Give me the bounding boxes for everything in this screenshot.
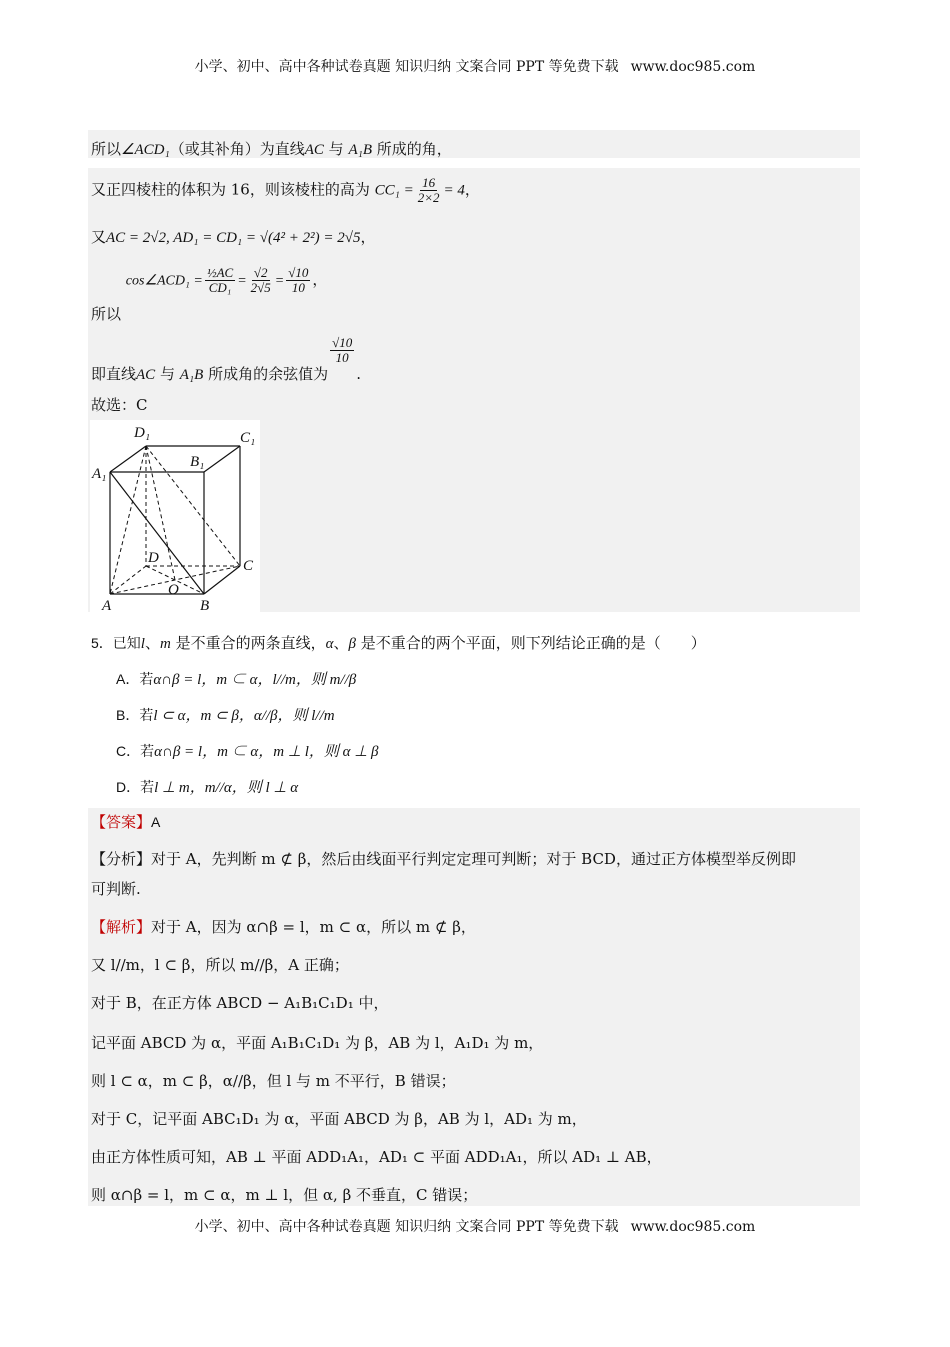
solution-line-1: 【解析】对于 A，因为 α∩β = l，m ⊂ α，所以 m ⊄ β，	[91, 918, 476, 936]
label-a: A	[102, 598, 112, 612]
page-footer	[0, 1216, 950, 1236]
analysis-line-2: 可判断.	[91, 880, 141, 898]
label-b: B	[200, 598, 210, 612]
option-c[interactable]: C．若α∩β = l，m ⊂ α，m ⊥ l，则 α ⊥ β	[116, 743, 379, 760]
solution-line-2: 又 l//m，l ⊂ β，所以 m//β，A 正确；	[91, 956, 349, 974]
solution-line-8: 则 α∩β = l，m ⊂ α，m ⊥ l，但 α, β 不垂直，C 错误；	[91, 1186, 478, 1204]
header-text: 小学、初中、高中各种试卷真题 知识归纳 文案合同 PPT 等免费下载	[194, 59, 619, 75]
question-5-stem: 5．已知l、m 是不重合的两条直线，α、β 是不重合的两个平面，则下列结论正确的是（ ）	[91, 634, 706, 652]
prism-figure	[90, 420, 260, 612]
answer-tag: 【答案】	[91, 813, 152, 831]
solution-line-conclusion: 即直线AC 与 A₁B 所成角的余弦值为 $\frac{√10}{10}$ .	[91, 335, 362, 383]
label-o: O	[168, 582, 179, 598]
label-d1: D₁	[134, 425, 151, 441]
label-c1: C₁	[240, 430, 256, 446]
analysis-tag: 【分析】	[91, 850, 152, 868]
footer-text: 小学、初中、高中各种试卷真题 知识归纳 文案合同 PPT 等免费下载	[194, 1219, 619, 1235]
page-header	[0, 56, 950, 76]
solution-choice: 故选：C	[91, 396, 148, 414]
solution-line-4: 记平面 ABCD 为 α，平面 A₁B₁C₁D₁ 为 β，AB 为 l，A₁D₁ 为 m，	[91, 1034, 544, 1052]
label-a1: A₁	[92, 466, 107, 482]
solution-line-6: 对于 C，记平面 ABC₁D₁ 为 α，平面 ABCD 为 β，AB 为 l，AD₁ 为 m，	[91, 1110, 587, 1128]
option-d[interactable]: D．若l ⊥ m，m//α，则 l ⊥ α	[116, 779, 299, 796]
answer-value: A	[151, 814, 161, 830]
label-b1: B₁	[190, 454, 205, 470]
solution-line-angle: 所以∠ACD₁（或其补角）为直线AC 与 A₁B 所成的角，	[91, 140, 452, 158]
solution-line-5: 则 l ⊂ α，m ⊂ β，α//β，但 l 与 m 不平行，B 错误；	[91, 1072, 456, 1090]
solution-line-cosine: 所以 cos∠ACD₁ = $\frac{\text{½AC}}{\text{CD₁}}$ = $\frac{√2}{2√5}$ = $\frac{√10}{10}$ ，	[91, 265, 328, 323]
label-c: C	[243, 558, 254, 574]
option-b[interactable]: B．若l ⊂ α，m ⊂ β，α//β，则 l//m	[116, 707, 335, 724]
option-a[interactable]: A．若α∩β = l，m ⊂ α，l//m，则 m//β	[116, 671, 357, 688]
analysis-line-1: 【分析】对于 A，先判断 m ⊄ β，然后由线面平行判定定理可判断；对于 BCD，通过正方体模型举反例即	[91, 850, 796, 868]
solution-line-height: 又正四棱柱的体积为 16，则该棱柱的高为 CC₁ = $\frac{16}{2\times 2}$ = 4，	[91, 175, 480, 205]
answer-line	[91, 811, 160, 832]
label-d: D	[148, 550, 159, 566]
solution-line-3: 对于 B，在正方体 ABCD − A₁B₁C₁D₁ 中，	[91, 994, 389, 1012]
solution-line-lengths: 又AC = 2√2, AD₁ = CD₁ = √(4² + 2²) = 2√5，	[91, 228, 376, 246]
solution-tag: 【解析】	[91, 918, 152, 936]
solution-line-7: 由正方体性质可知，AB ⊥ 平面 ADD₁A₁，AD₁ ⊂ 平面 ADD₁A₁，所以 AD₁ ⊥ AB，	[91, 1148, 662, 1166]
footer-url[interactable]: www.doc985.com	[630, 1219, 756, 1235]
header-url[interactable]: www.doc985.com	[630, 59, 756, 75]
